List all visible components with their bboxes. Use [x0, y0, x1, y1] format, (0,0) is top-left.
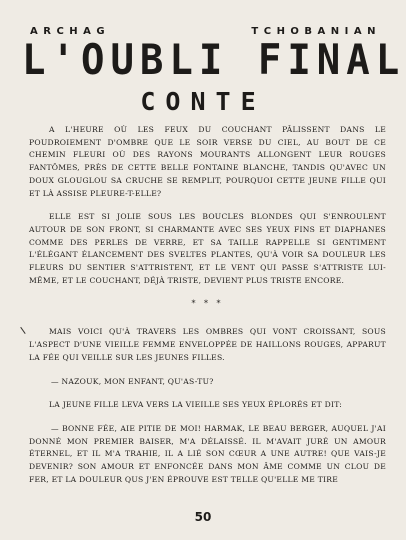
story-title: L'OUBLI FINAL: [22, 36, 406, 85]
paragraph: A L'HEURE OÙ LES FEUX DU COUCHANT PÂLISSENT DANS LE POUDROIEMENT D'OMBRE QUE LE SOIR VERSE DU CIEL, AU BOUT DE CE CHEMIN FLEURI OÙ DES RAYONS MOURANTS ALLONGENT LEUR ROUGES FANTÔMES, PRÈS DE CETTE BELLE FONTAINE BLANCHE, TANDIS QU'AVEC UN DOUX GLOUGLOU SA CRUCHE SE REMPLIT, POURQUOI CETTE JEUNE FILLE QUI ET LÀ ASSISE PLEURE-T-ELLE?: [29, 125, 386, 198]
page-number: 50: [194, 510, 212, 524]
story-subtitle: CONTE: [140, 87, 266, 116]
paragraph: ELLE EST SI JOLIE SOUS LES BOUCLES BLONDES QUI S'ENROULENT AUTOUR DE SON FRONT, SI CHARMANTE AVEC SES YEUX FINS ET DIAPHANES COMME DES PERLES DE VERRE, ET SA TAILLE RAPPELLE SI GENTIMENT L'ÉLÉGANT ÉLANCEMENT DES SVELTES PLANTES, QU'À VOIR SA DOULEUR LES FLEURS DU SENTIER S'ATTRISTENT, ET LE VENT QUI PASSE S'ATTRISTE LUI-MÊME, ET LE COUCHANT, DÉJÀ TRISTE, DEVIENT PLUS TRISTE ENCORE.: [29, 212, 386, 285]
author-last-name: TCHOBANIAN: [251, 26, 381, 37]
paragraph: LA JEUNE FILLE LEVA VERS LA VIEILLE SES YEUX ÉPLORÉS ET DIT:: [49, 400, 343, 410]
paragraph: MAIS VOICI QU'À TRAVERS LES OMBRES QUI VONT CROISSANT, SOUS L'ASPECT D'UNE VIEILLE FEMME ENVELOPPÉE DE HAILLONS ROUGES, APPARUT LA FÉE QUI VEILLE SUR LES JEUNES FILLES.: [29, 327, 386, 362]
section-separator: * * *: [191, 299, 224, 309]
dialog-line: — NAZOUK, MON ENFANT, QU'AS-TU?: [51, 376, 214, 386]
dialog-line: — BONNE FÉE, AIE PITIE DE MOI! HARMAK, LE BEAU BERGER, AUQUEL J'AI DONNÉ MON PREMIER BAISER, M'A DÉLAISSÉ. IL M'AVAIT JURÉ UN AMOUR ÉTERNEL, ET IL M'A TRAHIE, IL A LIÉ SON CŒUR A UNE AUTRE! QUE VAIS-JE DEVENIR? SON AMOUR ET ENFONCÉE DANS MON ÂME COMME UN CLOU DE FER, ET LA DOULEUR QUS J'EN ÉPROUVE EST TELLE QU'ELLE ME TIRE: [29, 423, 386, 484]
author-first-name: ARCHAG: [30, 26, 111, 37]
story-body: [29, 124, 386, 497]
